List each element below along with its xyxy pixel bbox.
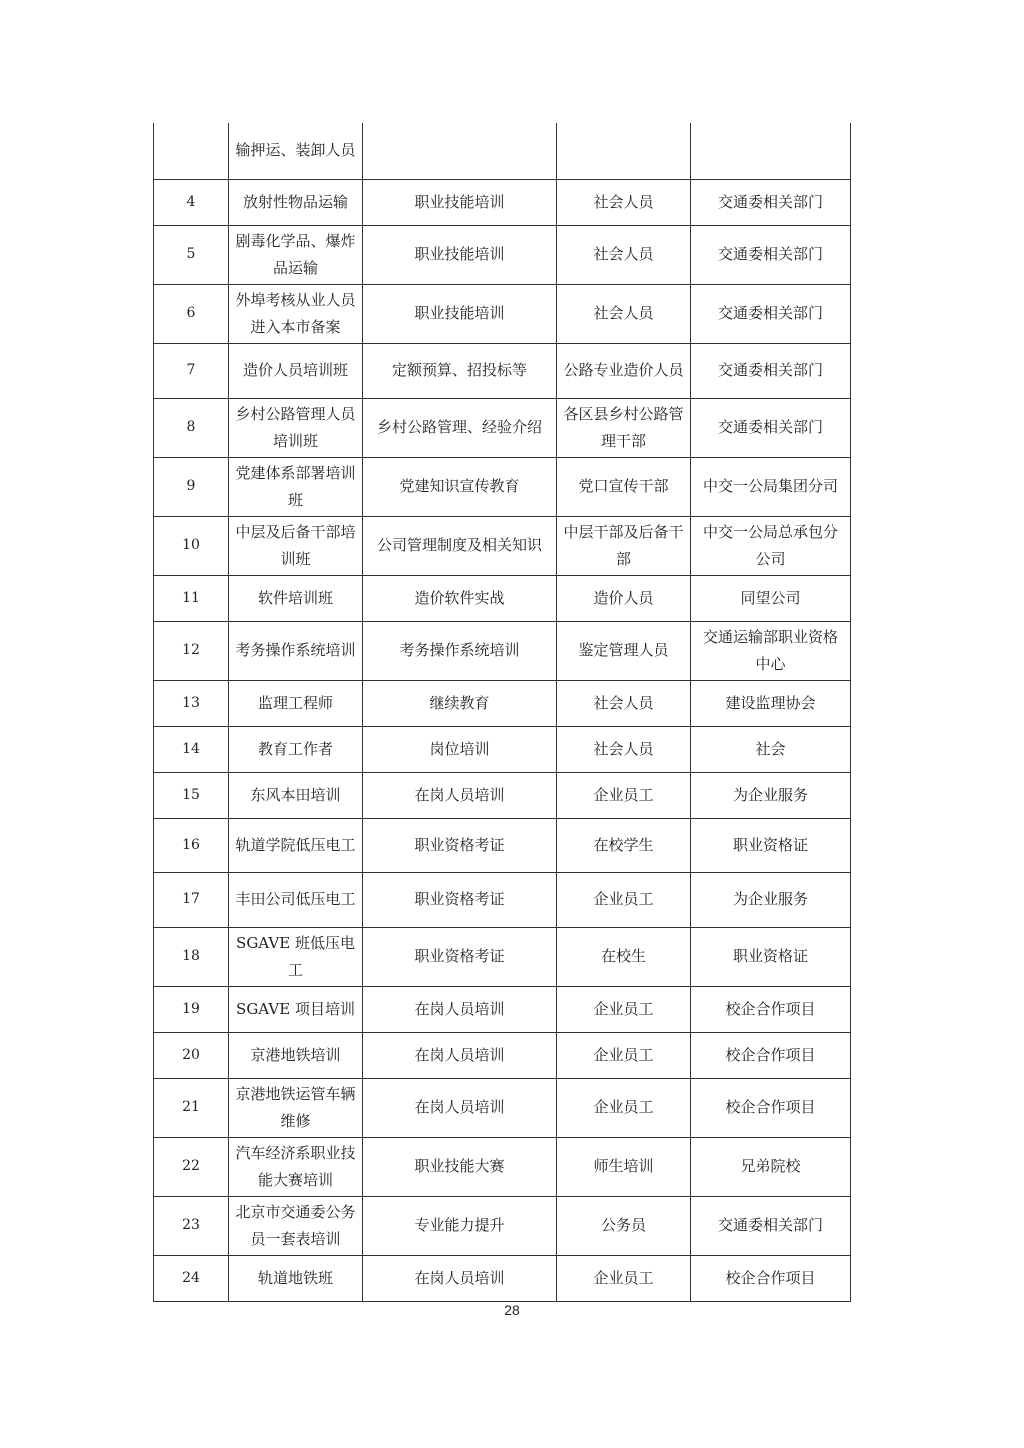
table-row [154, 284, 851, 343]
table-row [154, 123, 851, 179]
training-content-cell: 在岗人员培训 [363, 1032, 557, 1078]
organizer-cell: 交通委相关部门 [691, 284, 851, 343]
row-number-cell: 16 [154, 818, 229, 872]
page-number: 28 [504, 1302, 520, 1318]
training-name-cell: 软件培训班 [229, 575, 363, 621]
training-target-cell: 企业员工 [557, 1255, 691, 1301]
training-content-cell: 职业资格考证 [363, 927, 557, 986]
row-number-cell: 20 [154, 1032, 229, 1078]
training-name-cell: 轨道学院低压电工 [229, 818, 363, 872]
row-number-cell: 6 [154, 284, 229, 343]
training-target-cell: 社会人员 [557, 726, 691, 772]
table-row [154, 1196, 851, 1255]
table-row [154, 1137, 851, 1196]
table-row [154, 986, 851, 1032]
training-content-cell: 职业资格考证 [363, 872, 557, 927]
training-name-cell: 京港地铁运管车辆维修 [229, 1078, 363, 1137]
organizer-cell: 兄弟院校 [691, 1137, 851, 1196]
training-target-cell: 企业员工 [557, 986, 691, 1032]
organizer-cell: 中交一公局集团分司 [691, 457, 851, 516]
organizer-cell: 建设监理协会 [691, 680, 851, 726]
training-target-cell: 师生培训 [557, 1137, 691, 1196]
training-name-cell: 造价人员培训班 [229, 343, 363, 398]
row-number-cell: 19 [154, 986, 229, 1032]
training-name-cell: 党建体系部署培训班 [229, 457, 363, 516]
row-number-cell: 12 [154, 621, 229, 680]
training-target-cell: 在校学生 [557, 818, 691, 872]
row-number-cell: 18 [154, 927, 229, 986]
training-target-cell: 企业员工 [557, 872, 691, 927]
training-content-cell: 在岗人员培训 [363, 772, 557, 818]
organizer-cell: 交通委相关部门 [691, 1196, 851, 1255]
organizer-cell: 同望公司 [691, 575, 851, 621]
training-name-cell: 汽车经济系职业技能大赛培训 [229, 1137, 363, 1196]
organizer-cell: 为企业服务 [691, 872, 851, 927]
row-number-cell: 22 [154, 1137, 229, 1196]
row-number-cell: 11 [154, 575, 229, 621]
training-name-cell: 剧毒化学品、爆炸品运输 [229, 225, 363, 284]
table-row [154, 621, 851, 680]
training-content-cell: 定额预算、招投标等 [363, 343, 557, 398]
training-target-cell: 企业员工 [557, 1032, 691, 1078]
organizer-cell: 交通委相关部门 [691, 398, 851, 457]
training-content-cell: 专业能力提升 [363, 1196, 557, 1255]
row-number-cell: 23 [154, 1196, 229, 1255]
organizer-cell: 校企合作项目 [691, 1078, 851, 1137]
table-row [154, 343, 851, 398]
training-name-cell: 乡村公路管理人员培训班 [229, 398, 363, 457]
training-name-cell: 轨道地铁班 [229, 1255, 363, 1301]
table-row [154, 457, 851, 516]
training-table-container [153, 123, 850, 1302]
row-number-cell: 8 [154, 398, 229, 457]
training-name-cell: 外埠考核从业人员进入本市备案 [229, 284, 363, 343]
table-row [154, 1078, 851, 1137]
training-name-cell: 丰田公司低压电工 [229, 872, 363, 927]
training-content-cell: 考务操作系统培训 [363, 621, 557, 680]
organizer-cell: 交通委相关部门 [691, 179, 851, 225]
table-row [154, 179, 851, 225]
training-content-cell: 职业技能大赛 [363, 1137, 557, 1196]
table-row [154, 225, 851, 284]
training-content-cell: 职业技能培训 [363, 179, 557, 225]
training-content-cell: 职业资格考证 [363, 818, 557, 872]
row-number-cell: 13 [154, 680, 229, 726]
table-row [154, 680, 851, 726]
table-row [154, 726, 851, 772]
training-target-cell: 中层干部及后备干部 [557, 516, 691, 575]
organizer-cell: 交通运输部职业资格中心 [691, 621, 851, 680]
row-number-cell [154, 123, 229, 179]
training-target-cell: 社会人员 [557, 179, 691, 225]
table-row [154, 1032, 851, 1078]
table-row [154, 818, 851, 872]
training-content-cell: 在岗人员培训 [363, 986, 557, 1032]
table-row [154, 927, 851, 986]
table-row [154, 872, 851, 927]
training-target-cell [557, 123, 691, 179]
training-content-cell [363, 123, 557, 179]
training-content-cell: 继续教育 [363, 680, 557, 726]
training-content-cell: 在岗人员培训 [363, 1255, 557, 1301]
row-number-cell: 7 [154, 343, 229, 398]
training-content-cell: 公司管理制度及相关知识 [363, 516, 557, 575]
training-name-cell: 教育工作者 [229, 726, 363, 772]
training-table [153, 123, 851, 1302]
table-row [154, 1255, 851, 1301]
table-row [154, 398, 851, 457]
training-target-cell: 在校生 [557, 927, 691, 986]
training-content-cell: 造价软件实战 [363, 575, 557, 621]
organizer-cell [691, 123, 851, 179]
organizer-cell: 为企业服务 [691, 772, 851, 818]
organizer-cell: 校企合作项目 [691, 1032, 851, 1078]
training-target-cell: 造价人员 [557, 575, 691, 621]
training-name-cell: 东风本田培训 [229, 772, 363, 818]
training-name-cell: 京港地铁培训 [229, 1032, 363, 1078]
row-number-cell: 10 [154, 516, 229, 575]
training-target-cell: 鉴定管理人员 [557, 621, 691, 680]
table-row [154, 575, 851, 621]
training-name-cell: 考务操作系统培训 [229, 621, 363, 680]
training-name-cell: 北京市交通委公务员一套表培训 [229, 1196, 363, 1255]
organizer-cell: 社会 [691, 726, 851, 772]
training-name-cell: 放射性物品运输 [229, 179, 363, 225]
training-target-cell: 企业员工 [557, 1078, 691, 1137]
training-target-cell: 社会人员 [557, 680, 691, 726]
row-number-cell: 4 [154, 179, 229, 225]
row-number-cell: 17 [154, 872, 229, 927]
organizer-cell: 交通委相关部门 [691, 343, 851, 398]
row-number-cell: 21 [154, 1078, 229, 1137]
organizer-cell: 交通委相关部门 [691, 225, 851, 284]
table-row [154, 772, 851, 818]
training-target-cell: 企业员工 [557, 772, 691, 818]
training-content-cell: 在岗人员培训 [363, 1078, 557, 1137]
table-row [154, 516, 851, 575]
training-target-cell: 各区县乡村公路管理干部 [557, 398, 691, 457]
training-content-cell: 职业技能培训 [363, 225, 557, 284]
row-number-cell: 5 [154, 225, 229, 284]
organizer-cell: 校企合作项目 [691, 1255, 851, 1301]
training-target-cell: 公务员 [557, 1196, 691, 1255]
training-name-cell: 中层及后备干部培训班 [229, 516, 363, 575]
training-name-cell: SGAVE 班低压电工 [229, 927, 363, 986]
training-name-cell: 监理工程师 [229, 680, 363, 726]
training-table-body [154, 123, 851, 1301]
training-content-cell: 党建知识宣传教育 [363, 457, 557, 516]
row-number-cell: 24 [154, 1255, 229, 1301]
training-target-cell: 社会人员 [557, 225, 691, 284]
row-number-cell: 9 [154, 457, 229, 516]
training-content-cell: 乡村公路管理、经验介绍 [363, 398, 557, 457]
training-target-cell: 党口宣传干部 [557, 457, 691, 516]
training-content-cell: 职业技能培训 [363, 284, 557, 343]
organizer-cell: 中交一公局总承包分公司 [691, 516, 851, 575]
training-target-cell: 社会人员 [557, 284, 691, 343]
organizer-cell: 职业资格证 [691, 818, 851, 872]
row-number-cell: 15 [154, 772, 229, 818]
training-target-cell: 公路专业造价人员 [557, 343, 691, 398]
row-number-cell: 14 [154, 726, 229, 772]
organizer-cell: 校企合作项目 [691, 986, 851, 1032]
training-name-cell: SGAVE 项目培训 [229, 986, 363, 1032]
organizer-cell: 职业资格证 [691, 927, 851, 986]
training-name-cell: 输押运、装卸人员 [229, 123, 363, 179]
training-content-cell: 岗位培训 [363, 726, 557, 772]
